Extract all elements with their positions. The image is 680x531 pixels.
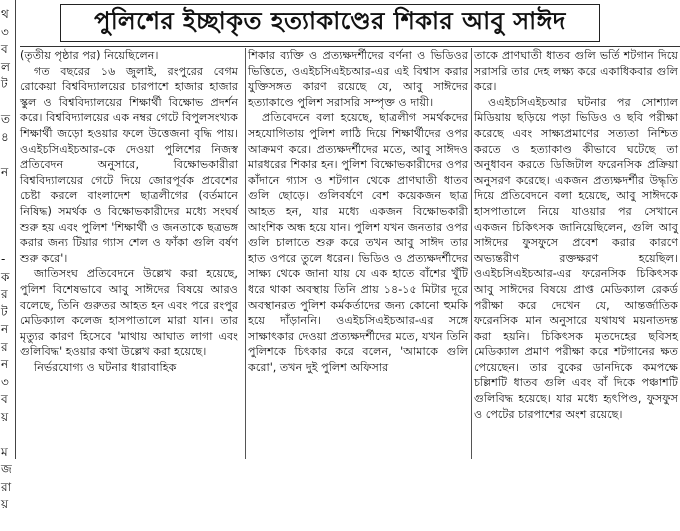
column2-paragraph-2: প্রতিবেদনে বলা হয়েছে, ছাত্রলীগ সমর্থকদের সহযোগিতায় পুলিশ লাঠি দিয়ে শিক্ষার্থীদের ওপর আক্রমণ করে। প্রত্যক্ষদর্শীদের মতে, আবু সাঈদও মারধরের শিকার হন। পুলিশ বিক্ষোভকারীদের ওপর কাঁদানে গ্যাস ও শটগান থেকে প্রাণঘাতী ধাতব গুলি ছোড়ে। গুলিবর্ষণে বেশ কয়েকজন ছাত্র আহত হন, যার মধ্যে একজন বিক্ষোভকারী আংশিক অন্ধ হয়ে যান। পুলিশ যখন জনতার ওপর গুলি চালাতে শুরু করে তখন আবু সাঈদ তার হাত ওপরে তুলে ধরেন। ভিডিও ও প্রত্যক্ষদর্শীদের সাক্ষ্য থেকে জানা যায় যে এক হাতে বাঁশের খুঁটি ধরে থাকা অবস্থায় তিনি প্রায় ১৪-১৫ মিটার দূরে অবস্থানরত পুলিশ কর্মকর্তাদের জন্য কোনো হুমকি হয়ে দাঁড়াননি। ওএইচসিএইচআর-এর সঙ্গে সাক্ষাৎকার দেওয়া প্রত্যক্ষদর্শীদের মতে, যখন তিনি পুলিশকে চিৎকার করে বলেন, 'আমাকে গুলি করো', তখন দুই পুলিশ অফিসার <box>248 110 468 375</box>
column-divider <box>471 48 472 459</box>
gutter-fragment: ৩ <box>0 374 15 392</box>
gutter-fragment: ৪ <box>0 129 15 147</box>
gutter-fragment: ত <box>0 111 15 129</box>
gutter-fragment: ৩ <box>0 24 15 42</box>
gutter-fragment: ব <box>0 391 15 409</box>
gutter-fragment <box>0 234 15 252</box>
gutter-fragment <box>0 181 15 199</box>
article-column-3 <box>474 48 678 459</box>
column1-paragraph-3: জাতিসংঘ প্রতিবেদনে উল্লেখ করা হয়েছে, পুলিশ বিশেষভাবে আবু সাঈদের বিষয়ে আরও বলেছে, তিনি গুরুতর আহত হন এবং পরে রংপুর মেডিক্যাল কলেজ হাসপাতালে মারা যান। তার মৃত্যুর কারণ হিসেবে 'মাথায় আঘাত লাগা এবং গুলিবিদ্ধ' হওয়ার কথা উল্লেখ করা হয়েছে। <box>20 266 238 360</box>
article-column-2 <box>248 48 468 459</box>
gutter-fragment: ক <box>0 269 15 287</box>
gutter-fragment: ন <box>0 321 15 339</box>
column1-paragraph-4: নির্ভরযোগ্য ও ঘটনার ধারাবাহিক <box>20 360 238 376</box>
gutter-fragment: য় <box>0 496 15 514</box>
gutter-fragment: থ <box>0 6 15 24</box>
headline <box>60 4 600 42</box>
column3-paragraph-1: তাকে প্রাণঘাতী ধাতব গুলি ভর্তি শটগান দিয়ে সরাসরি তার দেহ লক্ষ্য করে একাধিকবার গুলি করে। <box>474 48 678 95</box>
column2-paragraph-1: শিকার ব্যক্তি ও প্রত্যক্ষদর্শীদের বর্ণনা ও ভিডিওর ভিত্তিতে, ওএইচসিএইচআর-এর এই বিশ্বাস করার যুক্তিসঙ্গত কারণ রয়েছে যে, আবু সাঈদের হত্যাকাণ্ডে পুলিশ সরাসরি সম্পৃক্ত ও দায়ী। <box>248 48 468 110</box>
gutter-fragment <box>0 146 15 164</box>
gutter-fragment: ব <box>0 41 15 59</box>
gutter-fragment: রা <box>0 479 15 497</box>
adjacent-column-fragment <box>0 0 16 459</box>
gutter-fragment: ট <box>0 76 15 94</box>
gutter-fragment: র <box>0 339 15 357</box>
gutter-fragment: ট <box>0 304 15 322</box>
gutter-fragment: ম <box>0 444 15 462</box>
gutter-fragment: র <box>0 286 15 304</box>
column1-paragraph-1: (তৃতীয় পৃষ্ঠার পর) নিয়েছিলেন। <box>20 48 238 64</box>
column3-paragraph-2: ওএইচসিএইচআর ঘটনার পর সোশ্যাল মিডিয়ায় ছড়িয়ে পড়া ভিডিও ও ছবি পরীক্ষা করেছে এবং সাক্ষ্যপ্রমাণের সত্যতা নিশ্চিত করতে ও হত্যাকাণ্ড কীভাবে ঘটেছে তা অনুধাবন করতে ডিজিটাল ফরেনসিক প্রক্রিয়া অনুসরণ করেছে। একজন প্রত্যক্ষদর্শীর উদ্ধৃতি দিয়ে প্রতিবেদনে বলা হয়েছে, আবু সাঈদকে হাসপাতালে নিয়ে যাওয়ার পর সেখানে একজন চিকিৎসক জানিয়েছিলেন, গুলি আবু সাঈদের ফুসফুসে প্রবেশ করার কারণে অভ্যন্তরীণ রক্তক্ষরণ হয়েছিল। ওএইচসিএইচআর-এর ফরেনসিক চিকিৎসক আবু সাঈদের বিষয়ে প্রাপ্ত মেডিক্যাল রেকর্ড পরীক্ষা করে দেখেন যে, আন্তর্জাতিক ফরেনসিক মান অনুসারে যথাযথ ময়নাতদন্ত করা হয়নি। চিকিৎসক মৃতদেহের ছবিসহ মেডিক্যাল প্রমাণ পরীক্ষা করে শটগানের ক্ষত পেয়েছেন। তার বুকের ডানদিকে কমপক্ষে চল্লিশটি ধাতব গুলি এবং বাঁ দিকে পঞ্চাশটি গুলিবিদ্ধ হয়েছে। যার মধ্যে হৃৎপিণ্ড, ফুসফুস ও পেটের চারপাশের অংশ রয়েছে। <box>474 95 678 422</box>
gutter-fragment <box>0 426 15 444</box>
headline-rule <box>20 46 680 47</box>
column1-paragraph-2: গত বছরের ১৬ জুলাই, রংপুরের বেগম রোকেয়া বিশ্ববিদ্যালয়ের চারপাশে হাজার হাজার স্কুল ও বিশ্ববিদ্যালয়ের শিক্ষার্থী বিক্ষোভ প্রদর্শন করে। বিশ্ববিদ্যালয়ের এক নম্বর গেটে বিপুলসংখ্যক শিক্ষার্থী জড়ো হওয়ার ফলে উত্তেজনা বৃদ্ধি পায়। ওএইচসিএইচআর-কে দেওয়া পুলিশের নিজস্ব প্রতিবেদন অনুসারে, বিক্ষোভকারীরা বিশ্ববিদ্যালয়ের গেটে দিয়ে জোরপূর্বক প্রবেশের চেষ্টা করলে বাংলাদেশ ছাত্রলীগের (বর্তমানে নিষিদ্ধ) সমর্থক ও বিক্ষোভকারীদের মধ্যে সংঘর্ষ শুরু হয় এবং পুলিশ 'শিক্ষার্থী ও জনতাকে ছত্রভঙ্গ করার জন্য টিয়ার গ্যাস শেল ও ফাঁকা গুলি বর্ষণ শুরু করে'। <box>20 64 238 267</box>
column-divider <box>245 48 246 459</box>
gutter-fragment <box>0 94 15 112</box>
gutter-fragment: - <box>0 251 15 269</box>
gutter-fragment: ন <box>0 164 15 182</box>
gutter-fragment <box>0 514 15 531</box>
gutter-fragment <box>0 199 15 217</box>
gutter-fragment: ন <box>0 356 15 374</box>
gutter-fragment: জ <box>0 461 15 479</box>
gutter-fragment <box>0 216 15 234</box>
article-column-1 <box>20 48 242 459</box>
gutter-fragment: য় <box>0 409 15 427</box>
headline-text: পুলিশের ইচ্ছাকৃত হত্যাকাণ্ডের শিকার আবু সাঈদ <box>94 3 566 43</box>
gutter-fragment: ল <box>0 59 15 77</box>
